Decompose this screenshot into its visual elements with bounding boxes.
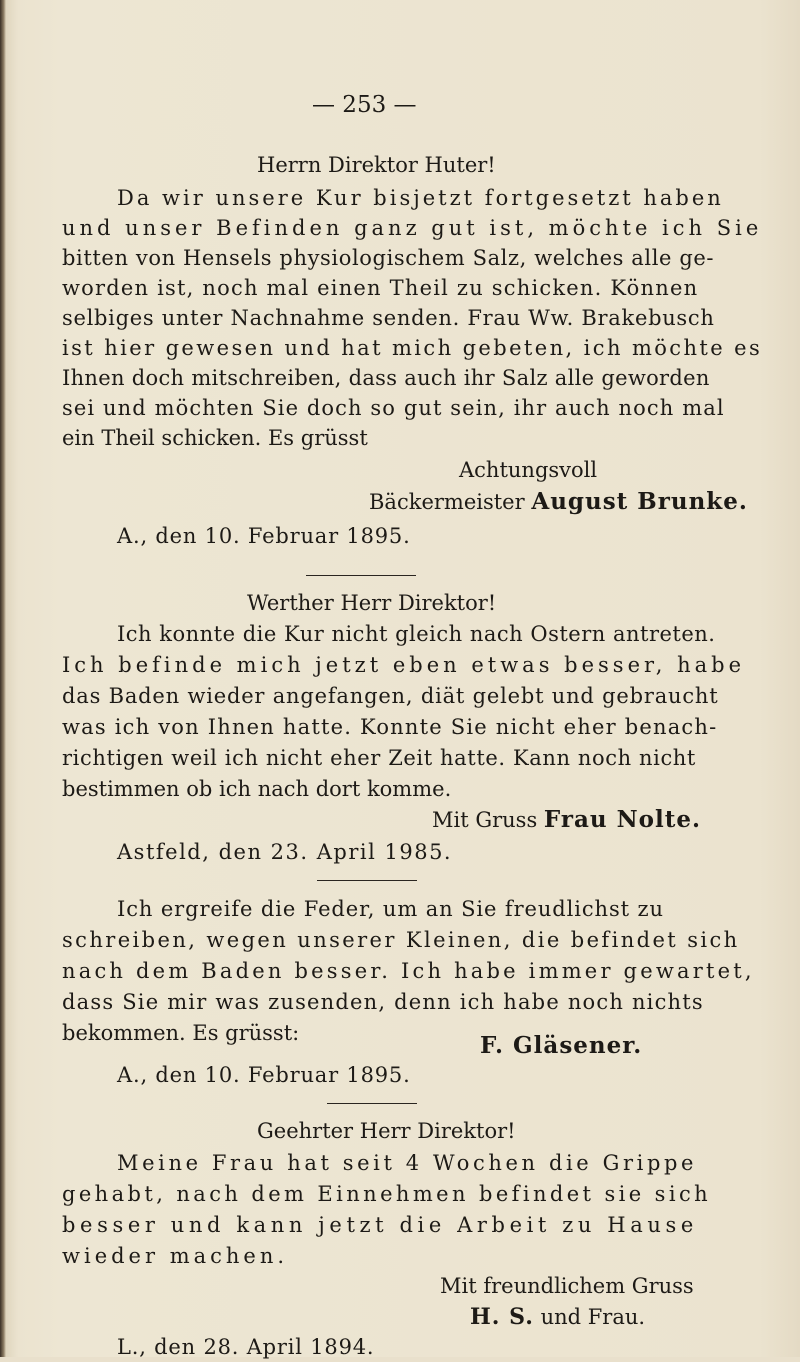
signature-name: Frau Nolte. (543, 806, 701, 833)
separator-rule (306, 575, 416, 576)
letter-line: ist hier gewesen und hat mich gebeten, ich möchte es (62, 336, 763, 360)
dateline: L., den 28. April 1894. (117, 1335, 375, 1359)
letter-line: selbiges unter Nachnahme senden. Frau Ww. Brakebusch (62, 306, 715, 330)
signature (470, 1302, 645, 1332)
salutation: Geehrter Herr Direktor! (257, 1119, 516, 1143)
letter-line: was ich von Ihnen hatte. Konnte Sie nicht eher benach- (62, 715, 718, 739)
letter-line: dass Sie mir was zusenden, denn ich habe noch nichts (62, 990, 704, 1014)
letter-line: gehabt, nach dem Einnehmen befindet sie sich (62, 1182, 712, 1206)
letter-line: Da wir unsere Kur bisjetzt fortgesetzt haben (117, 186, 724, 210)
letter-line: und unser Befinden ganz gut ist, möchte ich Sie (62, 216, 763, 240)
letter-line: bestimmen ob ich nach dort komme. (62, 777, 452, 801)
signature (369, 487, 748, 517)
separator-rule (317, 880, 417, 881)
letter-line: Ihnen doch mitschreiben, dass auch ihr Salz alle geworden (62, 366, 710, 390)
letter-line: ein Theil schicken. Es grüsst (62, 426, 368, 450)
letter-line: Ich ergreife die Feder, um an Sie freudlichst zu (117, 897, 664, 921)
signature-name: August Brunke. (531, 488, 748, 515)
dateline: A., den 10. Februar 1895. (117, 1063, 411, 1087)
letter-line: schreiben, wegen unserer Kleinen, die befindet sich (62, 928, 740, 952)
closing: Achtungsvoll (459, 458, 598, 482)
dateline: A., den 10. Februar 1895. (117, 524, 411, 548)
signature (432, 805, 701, 835)
letter-line: Meine Frau hat seit 4 Wochen die Grippe (117, 1151, 698, 1175)
signature-name: H. S. (470, 1304, 534, 1330)
book-spine-edge (0, 0, 6, 1357)
letter-line: wieder machen. (62, 1244, 289, 1268)
closing: Mit freundlichem Gruss (440, 1274, 694, 1298)
letter-line: Ich konnte die Kur nicht gleich nach Ostern antreten. (117, 622, 716, 646)
signature-prefix: Bäckermeister (369, 490, 525, 514)
letter-line: besser und kann jetzt die Arbeit zu Hause (62, 1213, 698, 1237)
letter-line: das Baden wieder angefangen, diät gelebt und gebraucht (62, 684, 719, 708)
letter-line: richtigen weil ich nicht eher Zeit hatte. Kann noch nicht (62, 746, 696, 770)
signature-suffix: und Frau. (540, 1305, 646, 1329)
signature-name: F. Gläsener. (480, 1032, 643, 1059)
salutation: Werther Herr Direktor! (247, 591, 497, 615)
signature-prefix: Mit Gruss (432, 808, 538, 832)
separator-rule (327, 1103, 417, 1104)
page-number: — 253 — (312, 92, 417, 118)
dateline: Astfeld, den 23. April 1985. (117, 840, 453, 864)
salutation: Herrn Direktor Huter! (257, 153, 496, 177)
letter-line: sei und möchten Sie doch so gut sein, ihr auch noch mal (62, 396, 725, 420)
letter-line: bekommen. Es grüsst: (62, 1021, 300, 1045)
letter-line: bitten von Hensels physiologischem Salz, welches alle ge- (62, 246, 715, 270)
letter-line: Ich befinde mich jetzt eben etwas besser, habe (62, 653, 745, 677)
letter-line: worden ist, noch mal einen Theil zu schicken. Können (62, 276, 699, 300)
letter-line: nach dem Baden besser. Ich habe immer gewartet, (62, 959, 755, 983)
